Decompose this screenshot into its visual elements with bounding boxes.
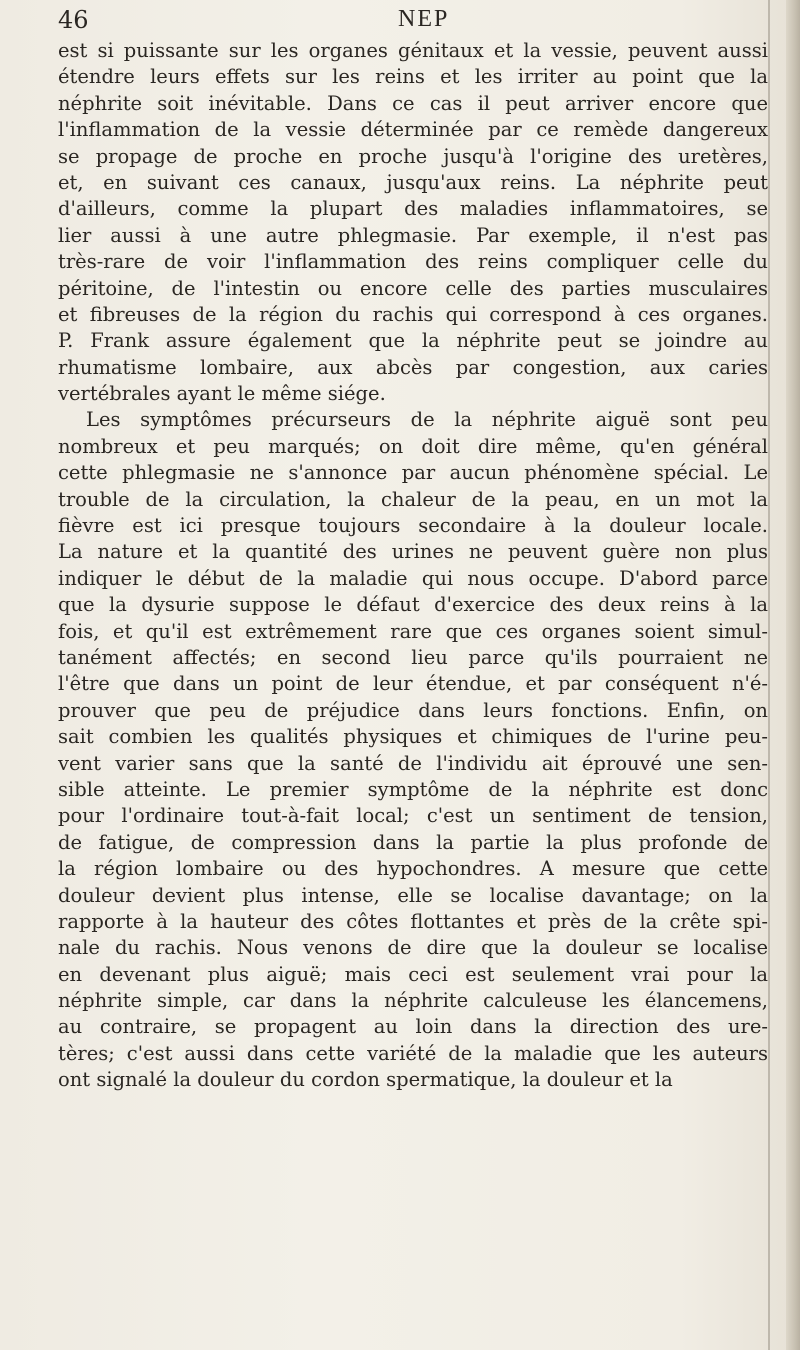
page-number: 46 (58, 6, 89, 34)
text-line: la région lombaire ou des hypochondres. A mesure que cette (58, 857, 768, 881)
text-line: tanément affectés; en second lieu parce qu'ils pourraient ne (58, 645, 768, 669)
text-line: pour l'ordinaire tout-à-fait local; c'est un sentiment de tension, (58, 804, 768, 828)
text-line: en devenant plus aiguë; mais ceci est seulement vrai pour la (58, 962, 768, 986)
text-line: sible atteinte. Le premier symptôme de la néphrite est donc (58, 777, 768, 801)
text-line: P. Frank assure également que la néphrite peut se joindre au (58, 329, 768, 353)
text-line: de fatigue, de compression dans la partie la plus profonde de (58, 830, 768, 854)
text-line: fièvre est ici presque toujours secondaire à la douleur locale. (58, 514, 768, 538)
text-line: très-rare de voir l'inflammation des reins compliquer celle du (58, 250, 768, 274)
text-line: vent varier sans que la santé de l'individu ait éprouvé une sen- (58, 751, 768, 775)
text-line: douleur devient plus intense, elle se localise davantage; on la (58, 883, 768, 907)
text-line: nombreux et peu marqués; on doit dire même, qu'en général (58, 434, 768, 458)
page-edge (786, 0, 800, 1350)
text-line: étendre leurs effets sur les reins et les irriter au point que la (58, 65, 768, 89)
text-line: nale du rachis. Nous venons de dire que la douleur se localise (58, 936, 768, 960)
text-line: néphrite simple, car dans la néphrite calculeuse les élancemens, (58, 989, 768, 1013)
text-line: au contraire, se propagent au loin dans la direction des ure- (58, 1015, 768, 1039)
text-line: prouver que peu de préjudice dans leurs fonctions. Enfin, on (58, 698, 768, 722)
page-header (58, 6, 758, 36)
text-line: est si puissante sur les organes génitaux et la vessie, peuvent aussi (58, 39, 768, 62)
text-line: péritoine, de l'intestin ou encore celle des parties musculaires (58, 276, 768, 300)
text-line: néphrite soit inévitable. Dans ce cas il peut arriver encore que (58, 91, 768, 115)
text-line: sait combien les qualités physiques et chimiques de l'urine peu- (58, 725, 768, 749)
text-line: l'inflammation de la vessie déterminée par ce remède dangereux (58, 118, 768, 142)
text-line: vertébrales ayant le même siége. (58, 382, 386, 406)
text-line: cette phlegmasie ne s'annonce par aucun phénomène spécial. Le (58, 461, 768, 485)
text-line: La nature et la quantité des urines ne peuvent guère non plus (58, 540, 768, 564)
text-line: indiquer le début de la maladie qui nous occupe. D'abord parce (58, 566, 768, 590)
text-line: tères; c'est aussi dans cette variété de la maladie que les auteurs (58, 1041, 768, 1065)
text-line: fois, et qu'il est extrêmement rare que ces organes soient simul- (58, 619, 768, 643)
text-line: et fibreuses de la région du rachis qui correspond à ces organes. (58, 302, 768, 326)
text-line: et, en suivant ces canaux, jusqu'aux reins. La néphrite peut (58, 170, 768, 194)
text-line: se propage de proche en proche jusqu'à l'origine des uretères, (58, 144, 768, 168)
running-head: NEP (398, 6, 450, 32)
text-line: trouble de la circulation, la chaleur de la peau, en un mot la (58, 487, 768, 511)
text-line: lier aussi à une autre phlegmasie. Par exemple, il n'est pas (58, 223, 768, 247)
body-text (58, 38, 768, 1094)
text-line: que la dysurie suppose le défaut d'exercice des deux reins à la (58, 593, 768, 617)
text-line: ont signalé la douleur du cordon spermatique, la douleur et la (58, 1068, 673, 1092)
page-fold-line (768, 0, 770, 1350)
text-line: Les symptômes précurseurs de la néphrite aiguë sont peu (86, 408, 768, 432)
text-line: d'ailleurs, comme la plupart des maladies inflammatoires, se (58, 197, 768, 221)
text-line: rhumatisme lombaire, aux abcès par congestion, aux caries (58, 355, 768, 379)
text-line: l'être que dans un point de leur étendue, et par conséquent n'é- (58, 672, 768, 696)
text-line: rapporte à la hauteur des côtes flottantes et près de la crête spi- (58, 909, 768, 933)
